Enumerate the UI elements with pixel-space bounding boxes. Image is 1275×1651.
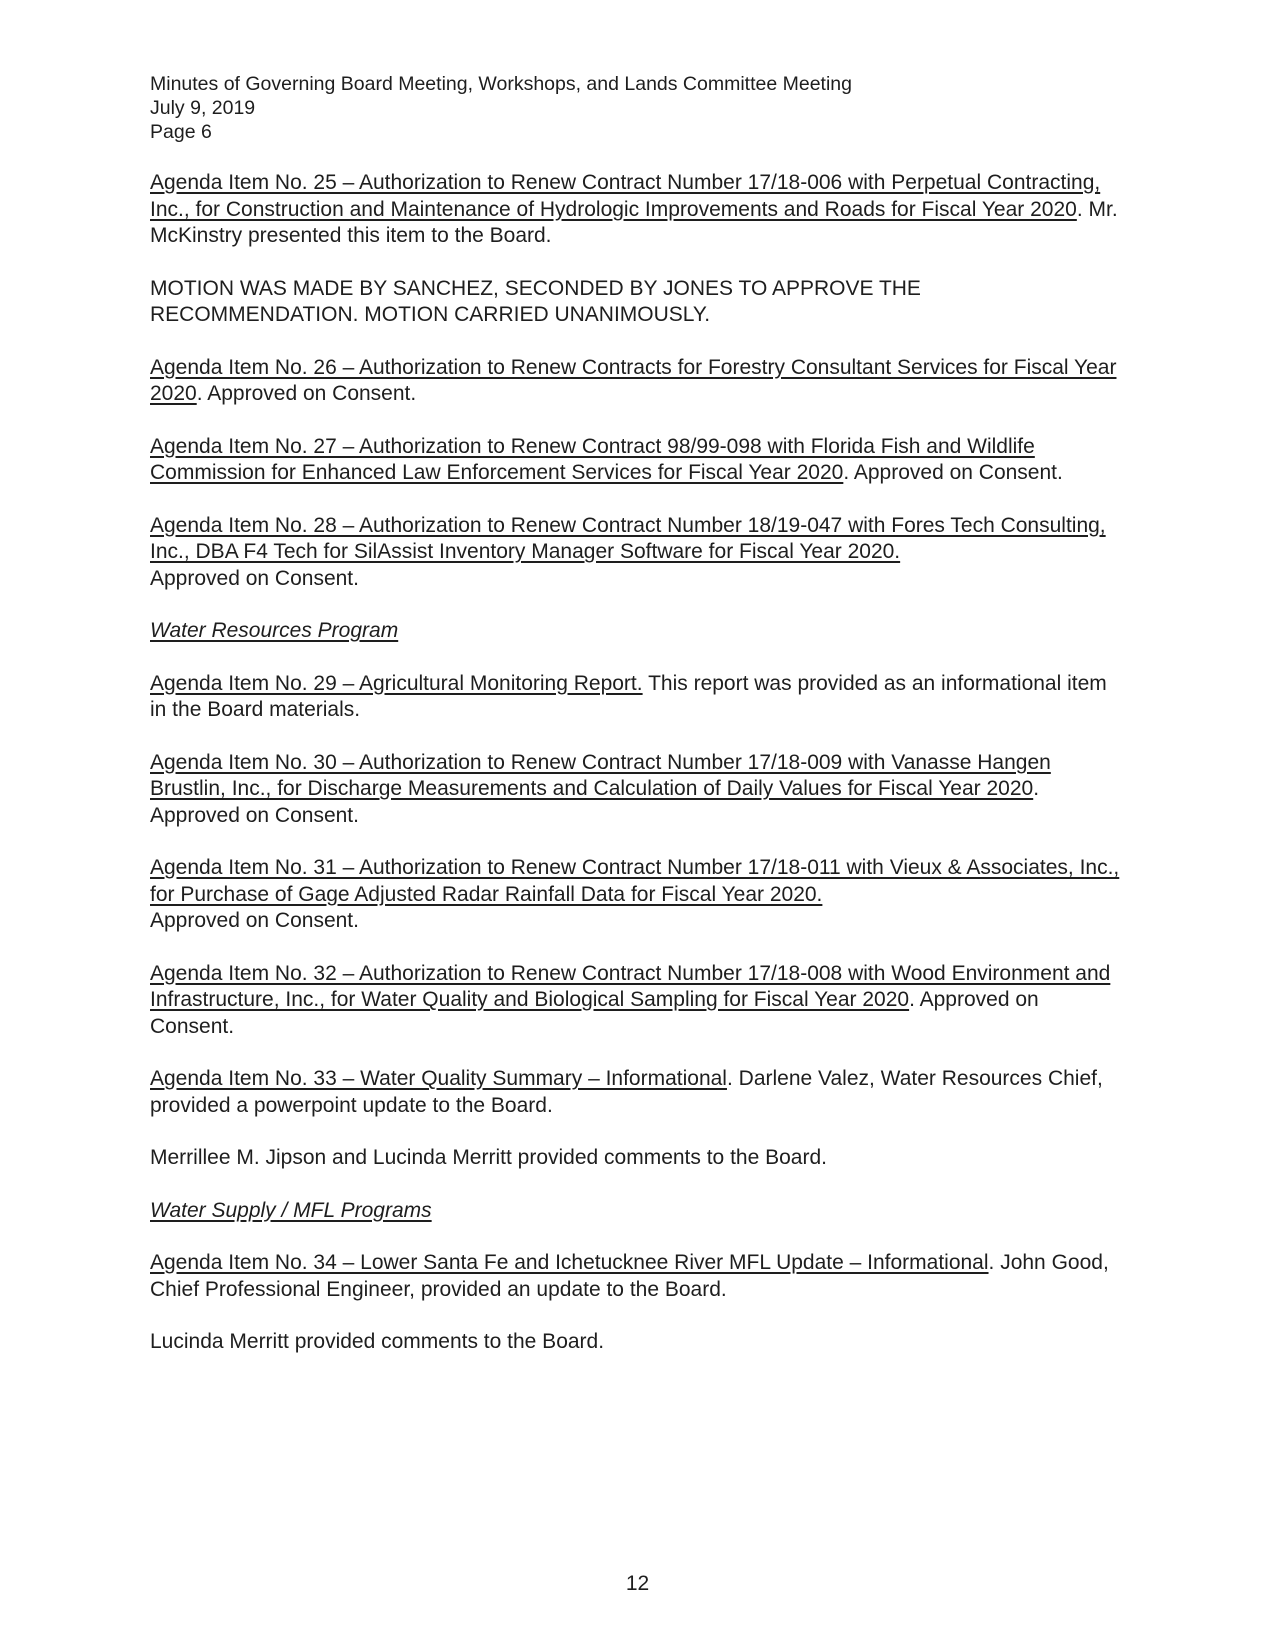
document-page bbox=[150, 72, 1125, 1382]
agenda-item-28-title: Agenda Item No. 28 – Authorization to Renew Contract Number 18/19-047 with Fores Tech Consulting, Inc., DBA F4 Tech for SilAssist Inventory Manager Software for Fiscal Year 2020. bbox=[150, 513, 1106, 563]
section-water-supply: Water Supply / MFL Programs bbox=[150, 1198, 432, 1222]
agenda-item-33-text: . Darlene Valez, Water Resources Chief, provided a powerpoint update to the Board. bbox=[150, 1067, 1103, 1117]
page-number: 12 bbox=[625, 1572, 650, 1595]
agenda-item-31-title: Agenda Item No. 31 – Authorization to Renew Contract Number 17/18-011 with Vieux & Associates, Inc., for Purchase of Gage Adjusted Radar Rainfall Data for Fiscal Year 2020. bbox=[150, 856, 1120, 906]
agenda-item-30-text: . Approved on Consent. bbox=[150, 777, 1040, 827]
agenda-item-25 bbox=[150, 170, 1125, 250]
agenda-item-28-text: Approved on Consent. bbox=[150, 566, 359, 590]
agenda-item-29-text: This report was provided as an informational item in the Board materials. bbox=[150, 671, 1107, 721]
page-header bbox=[150, 72, 1125, 144]
agenda-item-25-title: Agenda Item No. 25 – Authorization to Renew Contract Number 17/18-006 with Perpetual Contracting, Inc., for Construction and Maintenance of Hydrologic Improvements and Roads for Fiscal Year 2020 bbox=[150, 171, 1101, 221]
agenda-item-34 bbox=[150, 1250, 1125, 1303]
agenda-item-32-title: Agenda Item No. 32 – Authorization to Renew Contract Number 17/18-008 with Wood Environment and Infrastructure, Inc., for Water Quality and Biological Sampling for Fiscal Year 2020 bbox=[150, 961, 1111, 1011]
agenda-item-26-title: Agenda Item No. 26 – Authorization to Renew Contracts for Forestry Consultant Services for Fiscal Year 2020 bbox=[150, 355, 1117, 405]
agenda-item-27-title: Agenda Item No. 27 – Authorization to Renew Contract 98/99-098 with Florida Fish and Wildlife Commission for Enhanced Law Enforcement Services for Fiscal Year 2020 bbox=[150, 434, 1035, 484]
agenda-item-33 bbox=[150, 1066, 1125, 1119]
motion-25: MOTION WAS MADE BY SANCHEZ, SECONDED BY JONES TO APPROVE THE RECOMMENDATION. MOTION CARRIED UNANIMOUSLY. bbox=[150, 276, 921, 326]
agenda-item-34-title: Agenda Item No. 34 – Lower Santa Fe and Ichetucknee River MFL Update – Informational bbox=[150, 1251, 989, 1274]
agenda-item-27 bbox=[150, 434, 1125, 487]
agenda-item-26-text: . Approved on Consent. bbox=[196, 382, 417, 405]
agenda-item-29-title: Agenda Item No. 29 – Agricultural Monitoring Report. bbox=[150, 671, 643, 695]
section-water-resources: Water Resources Program bbox=[150, 619, 399, 642]
comment-34: Lucinda Merritt provided comments to the Board. bbox=[150, 1330, 605, 1353]
agenda-item-31-text: Approved on Consent. bbox=[150, 909, 359, 932]
comment-33: Merrillee M. Jipson and Lucinda Merritt provided comments to the Board. bbox=[150, 1146, 827, 1169]
header-title: Minutes of Governing Board Meeting, Workshops, and Lands Committee Meeting bbox=[150, 73, 852, 95]
agenda-item-32 bbox=[150, 961, 1125, 1041]
agenda-item-33-title: Agenda Item No. 33 – Water Quality Summary – Informational bbox=[150, 1067, 727, 1090]
agenda-item-32-text: . Approved on Consent. bbox=[150, 988, 1039, 1038]
agenda-item-27-text: . Approved on Consent. bbox=[843, 461, 1063, 484]
agenda-item-30-title: Agenda Item No. 30 – Authorization to Renew Contract Number 17/18-009 with Vanasse Hangen Brustlin, Inc., for Discharge Measurements and Calculation of Daily Values for Fiscal Year 2020 bbox=[150, 750, 1051, 800]
agenda-item-31 bbox=[150, 855, 1125, 935]
agenda-item-28 bbox=[150, 513, 1125, 593]
header-page: Page 6 bbox=[150, 121, 212, 143]
agenda-item-29 bbox=[150, 671, 1125, 724]
agenda-item-26 bbox=[150, 355, 1125, 408]
header-date: July 9, 2019 bbox=[150, 97, 256, 119]
agenda-item-34-text: . John Good, Chief Professional Engineer, provided an update to the Board. bbox=[150, 1251, 1109, 1301]
agenda-item-25-text: . Mr. McKinstry presented this item to the Board. bbox=[150, 197, 1118, 247]
agenda-item-30 bbox=[150, 750, 1125, 830]
